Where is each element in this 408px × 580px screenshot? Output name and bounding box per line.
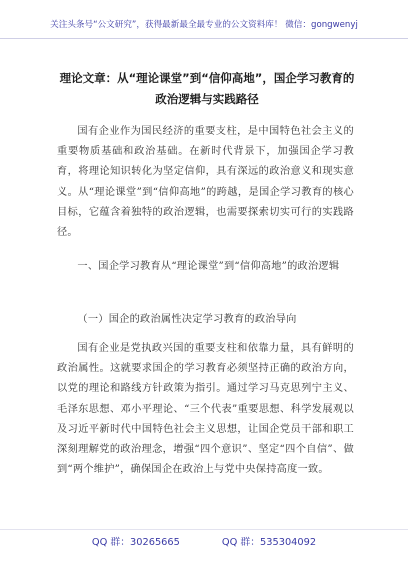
footer-divider <box>0 529 408 530</box>
document-title: 理论文章：从“理论课堂”到“信仰高地”，国企学习教育的政治逻辑与实践路径 <box>59 71 355 106</box>
header-divider <box>0 38 408 39</box>
subsection-heading: （一）国企的政治属性决定学习教育的政治导向 <box>77 314 297 325</box>
header-banner: 关注头条号“公文研究”，获得最新最全最专业的公文资料库！ 微信：gongwenyj <box>50 20 358 30</box>
footer-qq-group-2: QQ 群：535304092 <box>221 537 317 548</box>
paragraph-intro: 国有企业作为国民经济的重要支柱，是中国特色社会主义的重要物质基础和政治基础。在新时代背景下，加强国企学习教育，将理论知识转化为坚定信仰，具有深远的政治意义和现实意义。从“理论课堂”到“信仰高地”的跨越，是国企学习教育的核心目标，它蕴含着独特的政治逻辑，也需要探索切实可行的实践路径。 <box>57 126 354 239</box>
footer <box>0 534 408 548</box>
footer-qq-group-1: QQ 群：30265665 <box>91 537 180 548</box>
section-heading: 一、国企学习教育从“理论课堂”到“信仰高地”的政治逻辑 <box>77 261 340 272</box>
paragraph-body: 国有企业是党执政兴国的重要支柱和依靠力量，具有鲜明的政治属性。这就要求国企的学习教育必须坚持正确的政治方向，以党的理论和路线方针政策为指引。通过学习马克思列宁主义、毛泽东思想、邓小平理论、“三个代表”重要思想、科学发展观以及习近平新时代中国特色社会主义思想，让国企党员干部和职工深刻理解党的政治理念，增强“四个意识”、坚定“四个自信”、做到“两个维护”，确保国企在政治上与党中央保持高度一致。 <box>57 343 354 476</box>
